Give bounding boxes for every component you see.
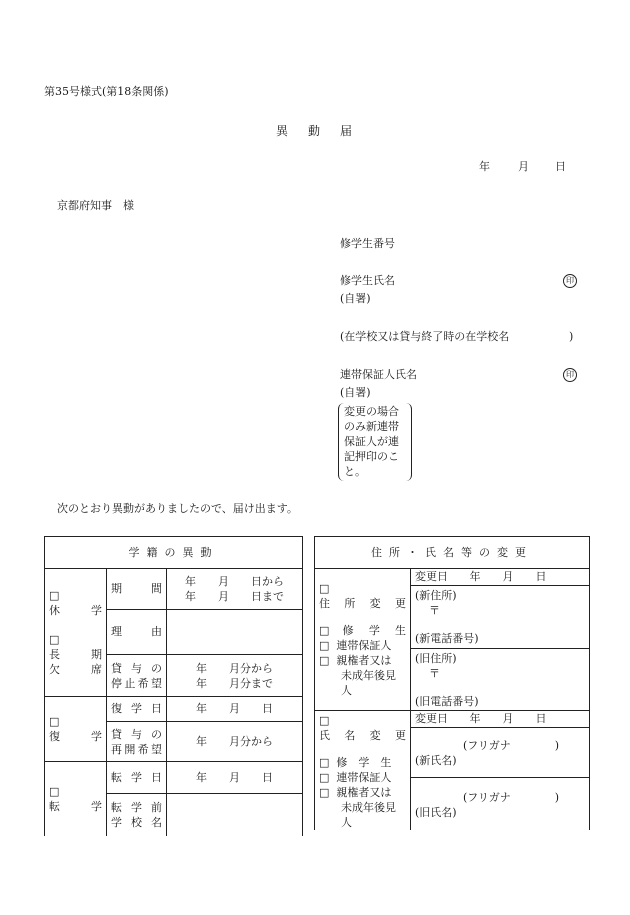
period-from: 年 月 日から bbox=[185, 575, 284, 588]
address-opt-guarantor[interactable] bbox=[319, 638, 406, 653]
old-address-field[interactable] bbox=[411, 649, 590, 711]
change-date-label: 変更日 bbox=[415, 570, 448, 583]
seal-mark-guarantor: 印 bbox=[563, 368, 577, 382]
period-to: 年 月 日まで bbox=[185, 590, 284, 603]
previous-school-line-2: 学 校 名 bbox=[111, 815, 162, 829]
leave-checkbox[interactable]: □ bbox=[49, 589, 60, 602]
change-date-value: 年 月 日 bbox=[469, 712, 547, 726]
transfer-section-label bbox=[45, 762, 107, 836]
option-label: 親権者又は bbox=[336, 786, 392, 799]
name-opt-parent-line-3: 人 bbox=[341, 816, 352, 829]
return-section-label bbox=[45, 697, 107, 762]
address-change-section bbox=[315, 569, 411, 711]
guarantor-name-label: 連帯保証人氏名 bbox=[340, 368, 417, 381]
return-checkbox[interactable]: □ bbox=[49, 715, 60, 728]
old-name-field[interactable] bbox=[411, 778, 590, 830]
page-title: 異 動 届 bbox=[276, 124, 357, 138]
old-postal-mark: 〒 bbox=[429, 667, 440, 680]
loan-stop-line-1: 貸 与 の bbox=[111, 661, 162, 675]
transfer-label: 転 学 bbox=[49, 799, 102, 813]
change-date-label: 変更日 bbox=[415, 712, 448, 726]
enrollment-change-table bbox=[44, 536, 303, 836]
note-line: のみ新連帯 bbox=[344, 420, 399, 433]
address-change-checkbox[interactable]: □ bbox=[319, 582, 330, 595]
transfer-checkbox[interactable]: □ bbox=[49, 784, 60, 798]
loan-resume-line-2: 再開希望 bbox=[111, 742, 162, 756]
name-change-section bbox=[315, 711, 411, 831]
long-absence-checkbox[interactable]: □ bbox=[49, 633, 60, 646]
option-label: 修 学 生 bbox=[336, 756, 392, 769]
note-line: 記押印のこ bbox=[344, 450, 399, 463]
reason-label: 理 由 bbox=[107, 610, 167, 655]
option-label: 連帯保証人 bbox=[336, 771, 392, 784]
date-day: 日 bbox=[555, 160, 566, 173]
previous-school-field[interactable] bbox=[167, 794, 303, 836]
period-label: 期 間 bbox=[107, 569, 167, 610]
name-opt-student[interactable] bbox=[319, 755, 406, 770]
date-month: 月 bbox=[518, 160, 529, 173]
checkbox-icon: □ bbox=[319, 654, 330, 667]
new-furigana: (フリガナ ) bbox=[463, 739, 560, 753]
address-opt-parent[interactable] bbox=[319, 653, 406, 668]
student-name-label: 修学生氏名 bbox=[340, 274, 395, 287]
self-sign-guarantor: (自署) bbox=[340, 386, 371, 399]
period-value[interactable] bbox=[167, 569, 303, 610]
reason-field[interactable] bbox=[167, 610, 303, 655]
loan-stop-value[interactable] bbox=[167, 655, 303, 697]
statement: 次のとおり異動がありましたので、届け出ます。 bbox=[57, 502, 298, 515]
old-name-label: (旧氏名) bbox=[415, 806, 457, 820]
loan-resume-label bbox=[107, 722, 167, 762]
checkbox-icon: □ bbox=[319, 786, 330, 799]
self-sign-student: (自署) bbox=[340, 292, 371, 305]
note-line: 保証人が連 bbox=[344, 435, 399, 448]
loan-stop-line-2: 停止希望 bbox=[111, 676, 162, 690]
name-change-checkbox[interactable]: □ bbox=[319, 714, 330, 727]
transfer-date-label: 転学日 bbox=[107, 762, 167, 794]
loan-resume-value[interactable]: 年 月分から bbox=[167, 722, 303, 762]
new-name-label: (新氏名) bbox=[415, 754, 457, 768]
previous-school-label bbox=[107, 794, 167, 836]
stop-from: 年 月分から bbox=[196, 661, 273, 675]
address-name-change-table bbox=[314, 536, 590, 830]
long-absence-label-2: 欠 席 bbox=[49, 663, 102, 676]
transfer-date-value[interactable]: 年 月 日 bbox=[167, 762, 303, 794]
checkbox-icon: □ bbox=[319, 624, 332, 637]
old-furigana: (フリガナ ) bbox=[463, 791, 560, 805]
old-address-label: (旧住所) bbox=[415, 652, 457, 665]
new-address-label: (新住所) bbox=[415, 589, 457, 602]
loan-stop-label bbox=[107, 655, 167, 697]
form-number: 第35号様式(第18条関係) bbox=[44, 85, 169, 98]
checkbox-icon: □ bbox=[319, 771, 330, 784]
loan-resume-line-1: 貸 与 の bbox=[111, 727, 162, 741]
name-opt-parent-line-2: 未成年後見 bbox=[341, 801, 396, 814]
name-opt-parent[interactable] bbox=[319, 785, 406, 800]
new-name-field[interactable] bbox=[411, 728, 590, 778]
name-opt-guarantor[interactable] bbox=[319, 770, 406, 785]
long-absence-label-1: 長 期 bbox=[49, 648, 102, 661]
address-opt-parent-line-3: 人 bbox=[341, 684, 352, 697]
address-opt-parent-line-2: 未成年後見 bbox=[341, 669, 396, 682]
enrollment-change-header: 学籍の異動 bbox=[45, 537, 303, 569]
address-change-date[interactable] bbox=[411, 569, 590, 586]
address-change-label: 住 所 変 更 bbox=[319, 597, 406, 610]
school-name-label: (在学校又は貸与終了時の在学校名 bbox=[340, 330, 510, 343]
note-line: と。 bbox=[344, 465, 366, 478]
address-opt-student[interactable] bbox=[319, 623, 406, 638]
option-label: 連帯保証人 bbox=[336, 639, 392, 652]
checkbox-icon: □ bbox=[319, 639, 330, 652]
name-change-date[interactable] bbox=[411, 711, 590, 728]
return-label: 復 学 bbox=[49, 730, 102, 743]
change-date-value: 年 月 日 bbox=[469, 570, 547, 583]
previous-school-line-1: 転 学 前 bbox=[111, 800, 162, 814]
new-phone-label: (新電話番号) bbox=[415, 632, 479, 645]
new-address-field[interactable] bbox=[411, 586, 590, 649]
leave-label: 休 学 bbox=[49, 604, 102, 617]
student-number-label: 修学生番号 bbox=[340, 237, 395, 250]
address-name-change-header: 住所・氏名等の変更 bbox=[315, 537, 590, 569]
stop-to: 年 月分まで bbox=[196, 676, 273, 690]
date-year: 年 bbox=[479, 160, 490, 173]
seal-mark-student: 印 bbox=[563, 274, 577, 288]
guarantor-note bbox=[344, 404, 410, 479]
new-postal-mark: 〒 bbox=[429, 604, 440, 617]
addressee: 京都府知事 様 bbox=[57, 199, 134, 212]
option-label: 修 学 生 bbox=[342, 624, 406, 637]
school-name-close: ) bbox=[569, 330, 574, 343]
checkbox-icon: □ bbox=[319, 756, 330, 769]
name-change-label: 氏 名 変 更 bbox=[319, 729, 406, 742]
return-date-label: 復学日 bbox=[107, 697, 167, 722]
return-date-value[interactable]: 年 月 日 bbox=[167, 697, 303, 722]
old-phone-label: (旧電話番号) bbox=[415, 695, 479, 708]
note-line: 変更の場合 bbox=[344, 405, 399, 418]
leave-section-label bbox=[45, 569, 107, 697]
option-label: 親権者又は bbox=[336, 654, 392, 667]
